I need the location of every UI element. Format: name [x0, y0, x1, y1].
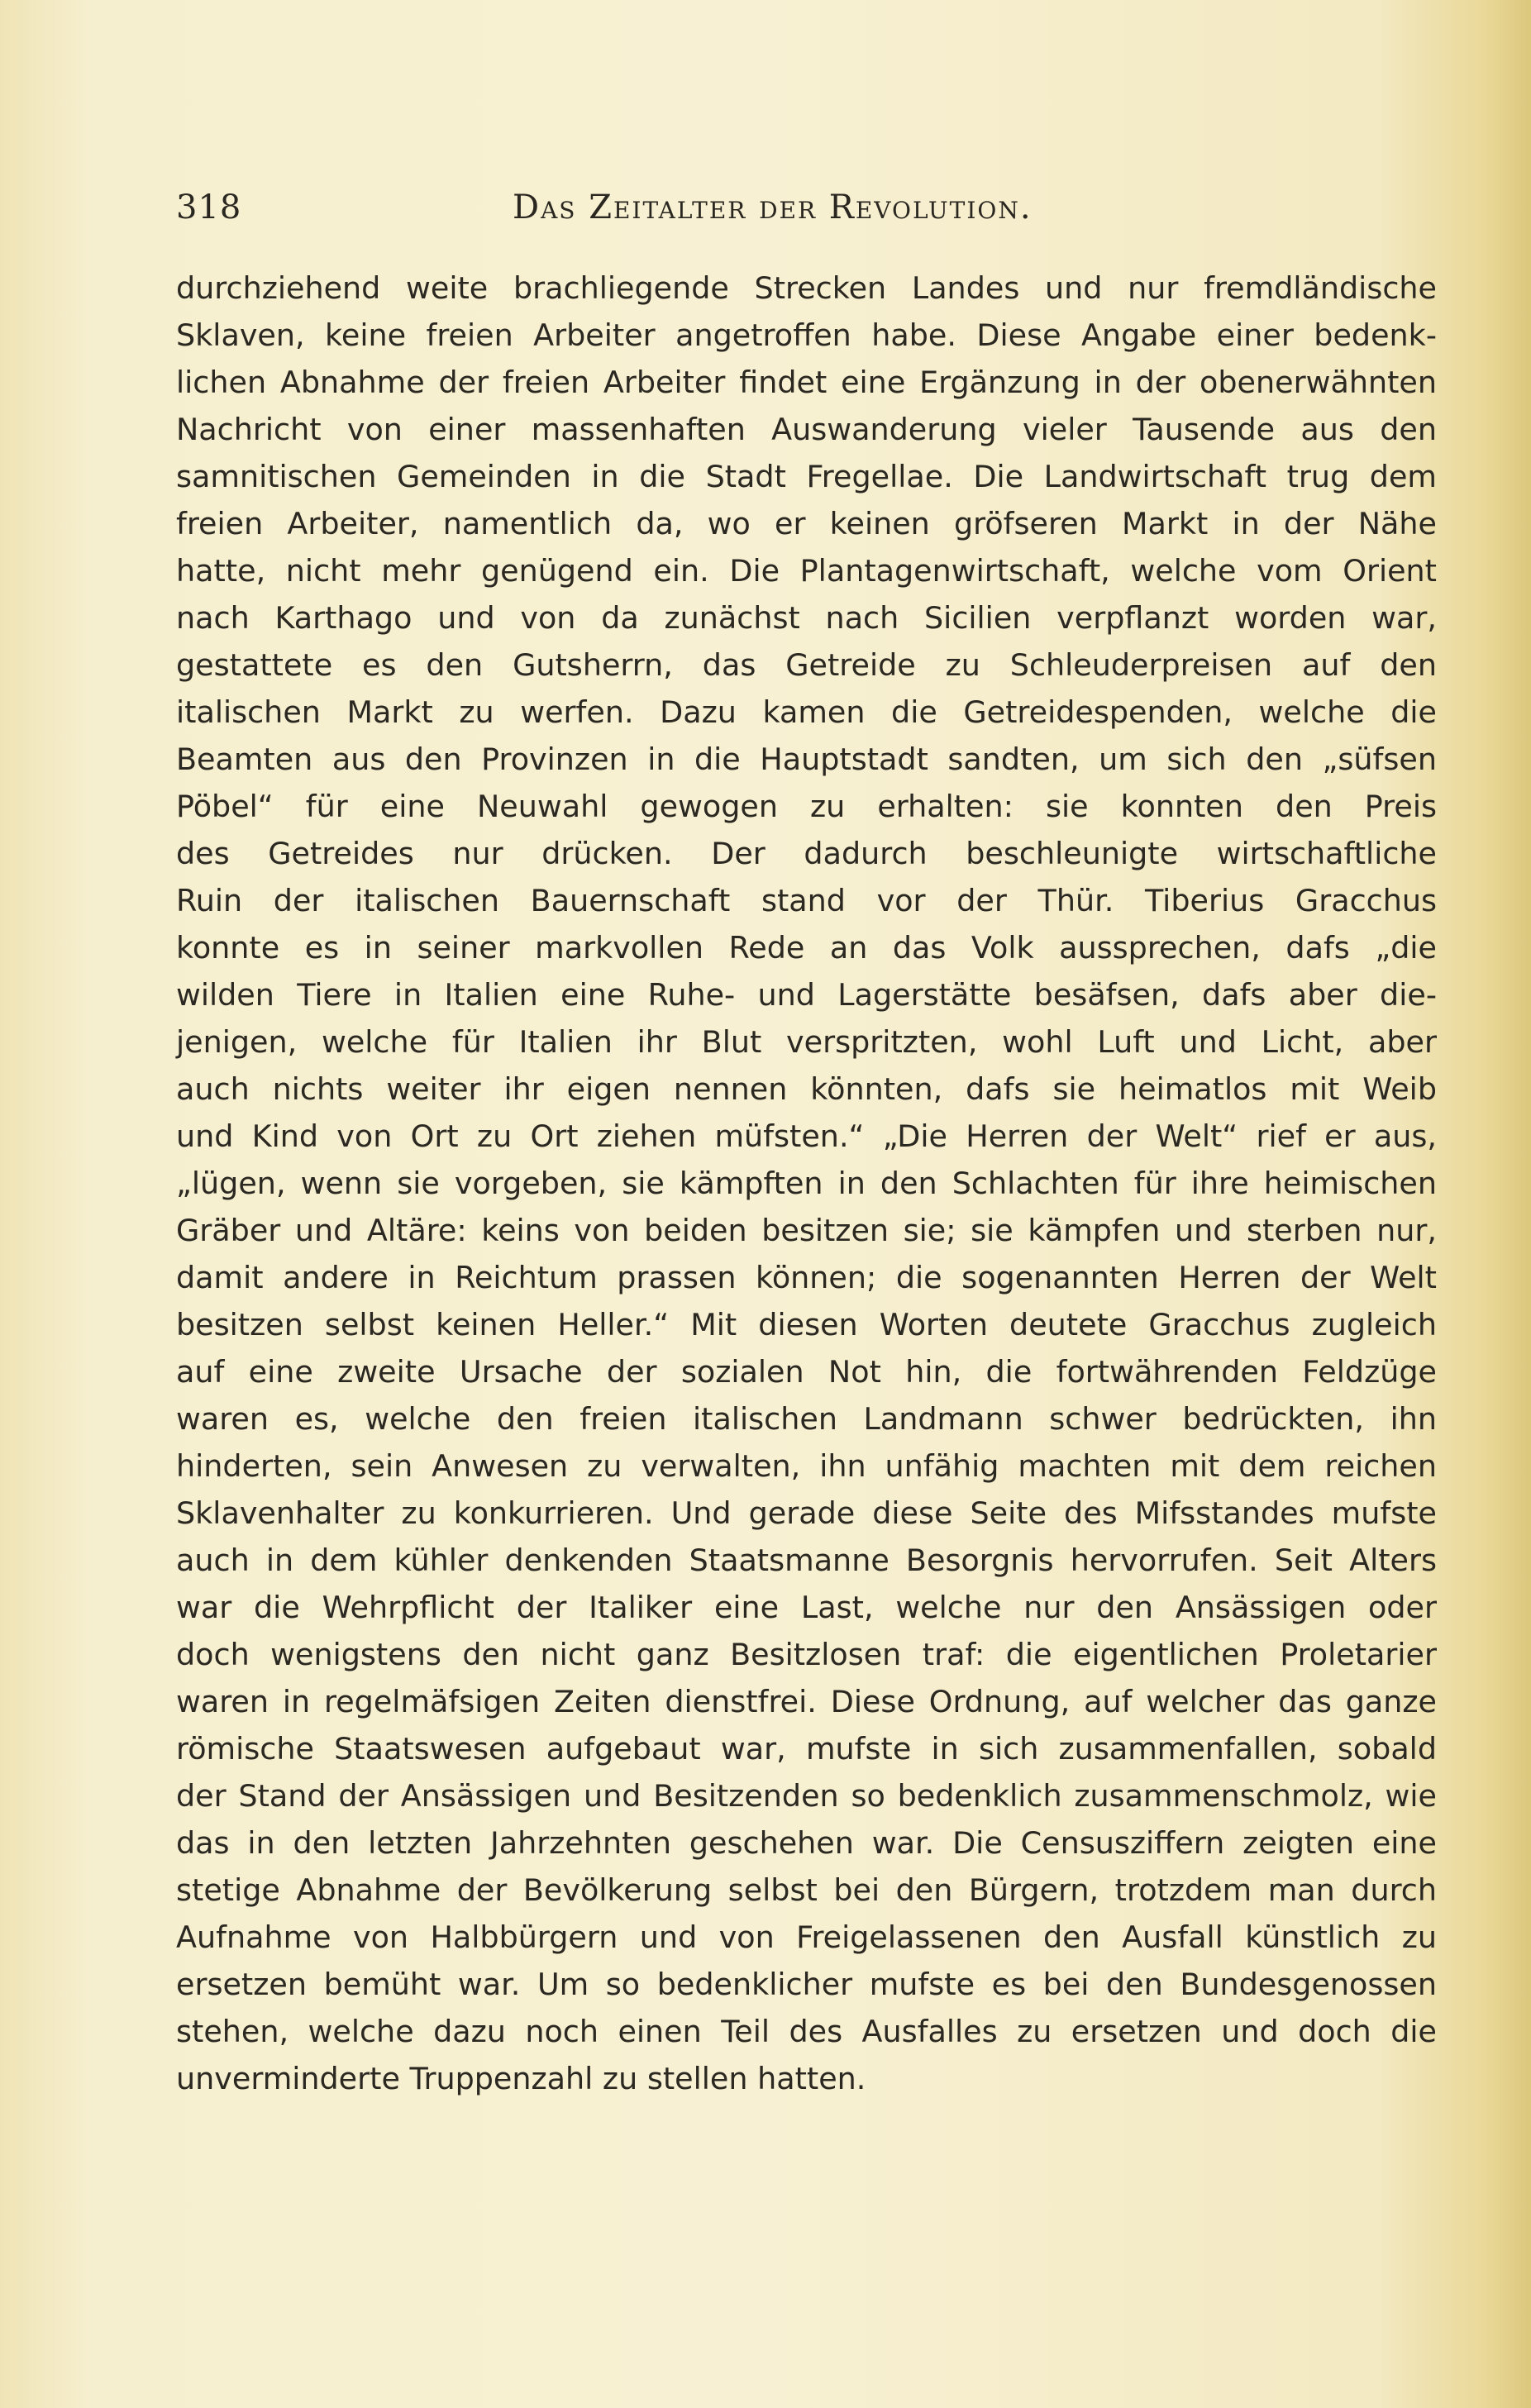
text-line: waren es, welche den freien italischen Landmann schwer bedrückten, ihn: [176, 1401, 1437, 1437]
text-line: der Stand der Ansässigen und Besitzenden so bedenklich zusammenschmolz, wie: [176, 1778, 1437, 1814]
text-line: Aufnahme von Halbbürgern und von Freigelassenen den Ausfall künstlich zu: [176, 1919, 1437, 1955]
text-line: Nachricht von einer massenhaften Auswanderung vieler Tausende aus den: [176, 412, 1437, 447]
body-text: [176, 265, 1437, 2102]
page-header: [176, 188, 1106, 238]
text-line: hinderten, sein Anwesen zu verwalten, ihn unfähig machten mit dem reichen: [176, 1448, 1437, 1484]
text-line: doch wenigstens den nicht ganz Besitzlosen traf: die eigentlichen Proletarier: [176, 1637, 1437, 1672]
text-line: auch nichts weiter ihr eigen nennen könnten, dafs sie heimatlos mit Weib: [176, 1071, 1437, 1107]
text-line: samnitischen Gemeinden in die Stadt Fregellae. Die Landwirtschaft trug dem: [176, 459, 1437, 494]
text-line: Beamten aus den Provinzen in die Hauptstadt sandten, um sich den „süfsen: [176, 741, 1437, 777]
text-line: des Getreides nur drücken. Der dadurch beschleunigte wirtschaftliche: [176, 836, 1437, 871]
text-line: stetige Abnahme der Bevölkerung selbst bei den Bürgern, trotzdem man durch: [176, 1872, 1437, 1908]
text-line: besitzen selbst keinen Heller.“ Mit diesen Worten deutete Gracchus zugleich: [176, 1307, 1437, 1342]
text-line: waren in regelmäfsigen Zeiten dienstfrei. Diese Ordnung, auf welcher das ganze: [176, 1684, 1437, 1719]
text-line: damit andere in Reichtum prassen können; die sogenannten Herren der Welt: [176, 1260, 1437, 1295]
text-line: stehen, welche dazu noch einen Teil des Ausfalles zu ersetzen und doch die: [176, 2014, 1437, 2049]
text-line: wilden Tiere in Italien eine Ruhe- und Lagerstätte besäfsen, dafs aber die-: [176, 977, 1437, 1013]
text-line: Sklavenhalter zu konkurrieren. Und gerade diese Seite des Mifsstandes mufste: [176, 1495, 1437, 1531]
text-line: und Kind von Ort zu Ort ziehen müfsten.“ „Die Herren der Welt“ rief er aus,: [176, 1118, 1437, 1154]
text-line: das in den letzten Jahrzehnten geschehen war. Die Censusziffern zeigten eine: [176, 1825, 1437, 1861]
text-line: jenigen, welche für Italien ihr Blut verspritzten, wohl Luft und Licht, aber: [176, 1024, 1437, 1060]
text-line: Sklaven, keine freien Arbeiter angetroffen habe. Diese Angabe einer bedenk-: [176, 317, 1437, 353]
text-line: freien Arbeiter, namentlich da, wo er keinen gröfseren Markt in der Nähe: [176, 506, 1437, 541]
text-line: italischen Markt zu werfen. Dazu kamen die Getreidespenden, welche die: [176, 694, 1437, 730]
text-line: hatte, nicht mehr genügend ein. Die Plantagenwirtschaft, welche vom Orient: [176, 553, 1437, 589]
text-line: lichen Abnahme der freien Arbeiter findet eine Ergänzung in der obenerwähnten: [176, 365, 1437, 400]
text-line: gestattete es den Gutsherrn, das Getreide zu Schleuderpreisen auf den: [176, 647, 1437, 683]
text-line: Ruin der italischen Bauernschaft stand vor der Thür. Tiberius Gracchus: [176, 883, 1437, 918]
running-title: Das Zeitalter der Revolution.: [513, 188, 1033, 226]
text-line: nach Karthago und von da zunächst nach Sicilien verpflanzt worden war,: [176, 600, 1437, 636]
text-line: ersetzen bemüht war. Um so bedenklicher mufste es bei den Bundesgenossen: [176, 1967, 1437, 2002]
text-line: römische Staatswesen aufgebaut war, mufste in sich zusammenfallen, sobald: [176, 1731, 1437, 1767]
text-line: „lügen, wenn sie vorgeben, sie kämpften in den Schlachten für ihre heimischen: [176, 1166, 1437, 1201]
text-line: durchziehend weite brachliegende Strecken Landes und nur fremdländische: [176, 270, 1437, 306]
text-line: unverminderte Truppenzahl zu stellen hatten.: [176, 2061, 866, 2096]
text-line: auch in dem kühler denkenden Staatsmanne Besorgnis hervorrufen. Seit Alters: [176, 1543, 1437, 1578]
page-number: 318: [176, 188, 242, 226]
text-line: auf eine zweite Ursache der sozialen Not hin, die fortwährenden Feldzüge: [176, 1354, 1437, 1390]
text-line: Gräber und Altäre: keins von beiden besitzen sie; sie kämpfen und sterben nur,: [176, 1213, 1437, 1248]
text-line: war die Wehrpflicht der Italiker eine Last, welche nur den Ansässigen oder: [176, 1590, 1437, 1625]
text-line: Pöbel“ für eine Neuwahl gewogen zu erhalten: sie konnten den Preis: [176, 789, 1437, 824]
text-line: konnte es in seiner markvollen Rede an das Volk aussprechen, dafs „die: [176, 930, 1437, 966]
